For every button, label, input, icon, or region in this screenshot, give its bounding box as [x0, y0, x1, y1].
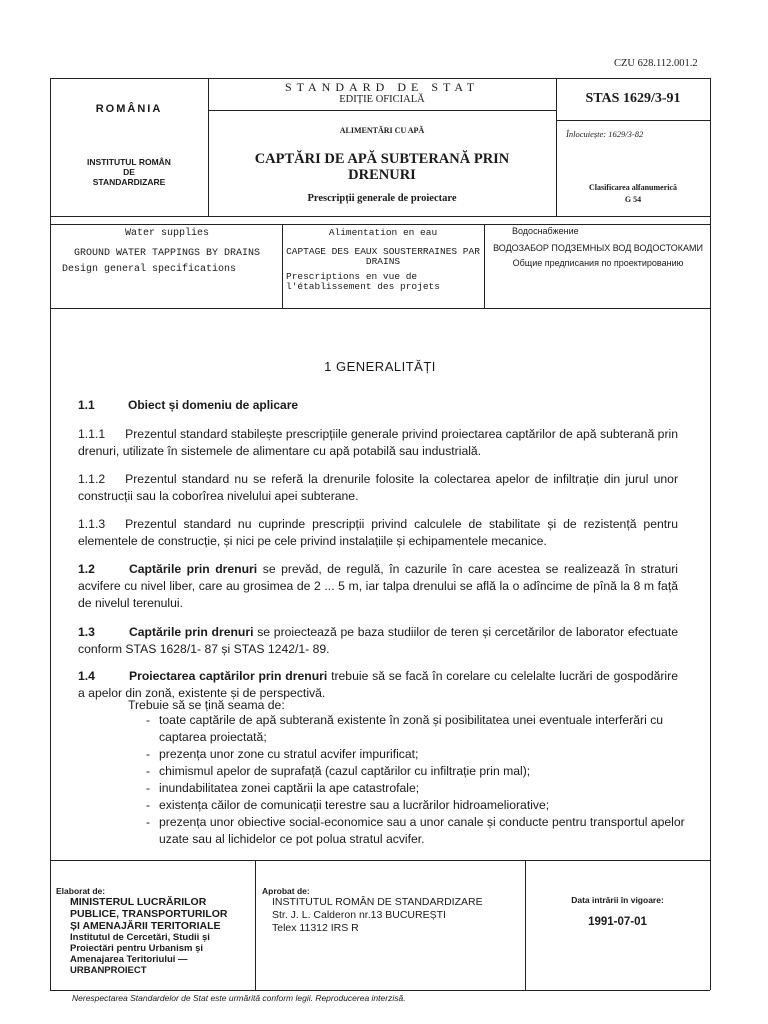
elaborated-by: Elaborat de: MINISTERUL LUCRĂRILOR PUBLICE, TRANSPORTURILOR ȘI AMENAJĂRII TERITORIALE Institutul de Cercetări, Studii și Proiectări pentru Urbanism și Amenajarea Teritoriului — URBANPROIECT: [56, 886, 228, 976]
paragraph-1-1-3: 1.1.3 Prezentul standard nu cuprinde prescripții privind calculele de stabilitate și de rezistență pentru elementele de construcție, și nici pe cele privind instalațiile și echipamentele mecanice.: [78, 517, 678, 548]
classification-value: G 54: [624, 195, 642, 204]
translation-ru: Водоснабжение ВОДОЗАБОР ПОДЗЕМНЫХ ВОД ВОДОСТОКАМИ Общие предписания по проектированию: [493, 226, 703, 268]
country-label: ROMÂNIA: [95, 103, 163, 115]
czu-code: CZU 628.112.001.2: [614, 58, 698, 69]
effective-date-value: 1991-07-01: [588, 916, 647, 928]
list-item: - existența căilor de comunicații terestre sau a lucrărilor hidroameliorative;: [146, 798, 550, 812]
paragraph-1-3: 1.3 Captările prin drenuri se proiectează pe baza studiilor de teren și cercetărilor de laborator efectuate conform STAS 1628/1- 87 și STAS 1242/1- 89.: [78, 625, 678, 656]
list-item: - toate captările de apă subterană existente în zonă și posibilitatea unei eventuale interferări cu captarea proiectată;: [146, 713, 664, 744]
subsection-number: 1.1: [78, 398, 95, 412]
subsection-title: Obiect și domeniu de aplicare: [128, 398, 299, 412]
institute-name: INSTITUTUL ROMÂN DE STANDARDIZARE: [87, 157, 171, 187]
paragraph-1-4-intro: Trebuie să se țină seama de:: [128, 698, 285, 712]
stas-number: STAS 1629/3-91: [585, 91, 681, 106]
edition-label: EDIȚIE OFICIALĂ: [339, 94, 425, 105]
list-item: - prezența unor zone cu stratul acvifer impurificat;: [146, 747, 419, 761]
approved-by: Aprobat de: INSTITUTUL ROMÂN DE STANDARDIZARE Str. J. L. Calderon nr.13 BUCUREȘTI Telex 11312 IRS R: [262, 886, 483, 934]
paragraph-1-1-2: 1.1.2 Prezentul standard nu se referă la drenurile folosite la colectarea apelor de infiltrație din jurul unor construcții sau la coborîrea nivelului apei subterane.: [78, 472, 678, 503]
paragraph-1-1-1: 1.1.1 Prezentul standard stabilește prescripțiile generale privind proiectarea captărilor de apă subterană prin drenuri, utilizate în sistemele de alimentare cu apă potabilă sau industrială.: [78, 427, 678, 458]
list-item: - prezența unor obiective social-economice sau a unor canale și conducte pentru transportul apelor uzate sau al lichidelor ce pot polua stratul acvifer.: [146, 815, 685, 846]
document-title: CAPTĂRI DE APĂ SUBTERANĂ PRIN DRENURI: [254, 151, 510, 183]
standard-title: STANDARD DE STAT: [284, 80, 480, 94]
effective-date-label: Data intrării în vigoare:: [571, 895, 664, 905]
classification-label: Clasificarea alfanumerică: [588, 183, 678, 192]
paragraph-1-2: 1.2 Captările prin drenuri se prevăd, de regulă, în cazurile în care acestea se realizează în straturi acvifere cu nivel liber, care au grosimea de 2 ... 5 m, iar talpa drenului se află la o adîncime de pînă la 8 m față de nivelul terenului.: [78, 562, 678, 610]
category-label: ALIMENTĂRI CU APĂ: [339, 126, 425, 135]
list-item: - chimismul apelor de suprafață (cazul captărilor cu infiltrație prin mal);: [146, 764, 531, 778]
document-subtitle: Prescripții generale de proiectare: [307, 193, 457, 204]
copyright-note: Nerespectarea Standardelor de Stat este urmărită conform legii. Reproducerea interzisă.: [72, 993, 406, 1003]
translation-fr: Alimentation en eau CAPTAGE DES EAUX SOUSTERRAINES PAR DRAINS Prescriptions en vue de l'établissement des projets: [286, 227, 480, 292]
paragraph-1-4: 1.4 Proiectarea captărilor prin drenuri trebuie să se facă în corelare cu celelalte lucrări de gospodărire a apelor din zonă, existente și de perspectivă.: [78, 669, 678, 700]
list-item: - inundabilitatea zonei captării la ape catastrofale;: [146, 781, 420, 795]
translation-en: Water supplies GROUND WATER TAPPINGS BY DRAINS Design general specifications: [62, 228, 261, 275]
section-heading: 1 GENERALITĂȚI: [324, 359, 436, 374]
replaces-label: Înlocuiește: 1629/3-82: [566, 129, 644, 139]
